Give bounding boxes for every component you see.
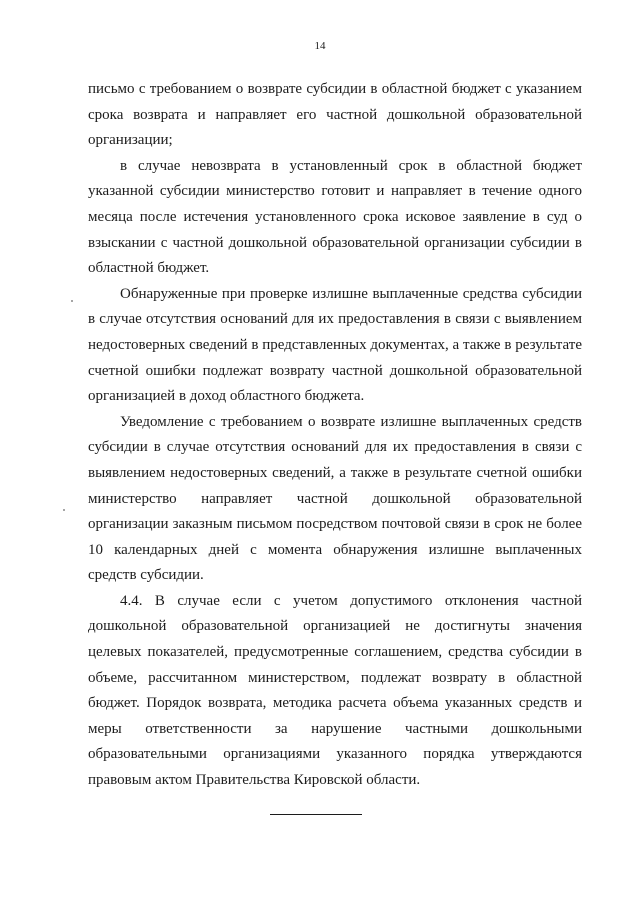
scan-speck	[71, 300, 73, 302]
scan-speck	[63, 509, 65, 511]
paragraph-2: в случае невозврата в установленный срок в областной бюджет указанной субсидии министерство готовит и направляет в течение одного месяца после истечения установленного срока исковое заявление в суд о взыскании с частной дошкольной образовательной организации субсидии в областной бюджет.	[88, 157, 582, 277]
paragraph-3: Обнаруженные при проверке излишне выплаченные средства субсидии в случае отсутствия оснований для их предоставления в связи с выявлением недостоверных сведений в представленных документах, а также в результате счетной ошибки подлежат возврату частной дошкольной образовательной организацией в доход областного бюджета.	[88, 285, 582, 405]
paragraph-1: письмо с требованием о возврате субсидии в областной бюджет с указанием срока возврата и направляет его частной дошкольной образовательной организации;	[88, 81, 582, 149]
paragraph-5-section-4-4: 4.4. В случае если с учетом допустимого отклонения частной дошкольной образовательной организацией не достигнуты значения целевых показателей, предусмотренные соглашением, средства субсидии в объеме, рассчитанном министерством, подлежат возврату в областной бюджет. Порядок возврата, методика расчета объема указанных средств и меры ответственности за нарушение частными дошкольными образовательными организациями указанного порядка утверждаются правовым актом Правительства Кировской области.	[88, 592, 582, 789]
page-number: 14	[314, 40, 326, 52]
end-divider-line	[270, 814, 362, 815]
document-body	[88, 77, 582, 794]
paragraph-4: Уведомление с требованием о возврате излишне выплаченных средств субсидии в случае отсутствия оснований для их предоставления в связи с выявлением недостоверных сведений, а также в результате счетной ошибки министерство направляет частной дошкольной образовательной организации заказным письмом посредством почтовой связи в срок не более 10 календарных дней с момента обнаружения излишне выплаченных средств субсидии.	[88, 413, 582, 584]
